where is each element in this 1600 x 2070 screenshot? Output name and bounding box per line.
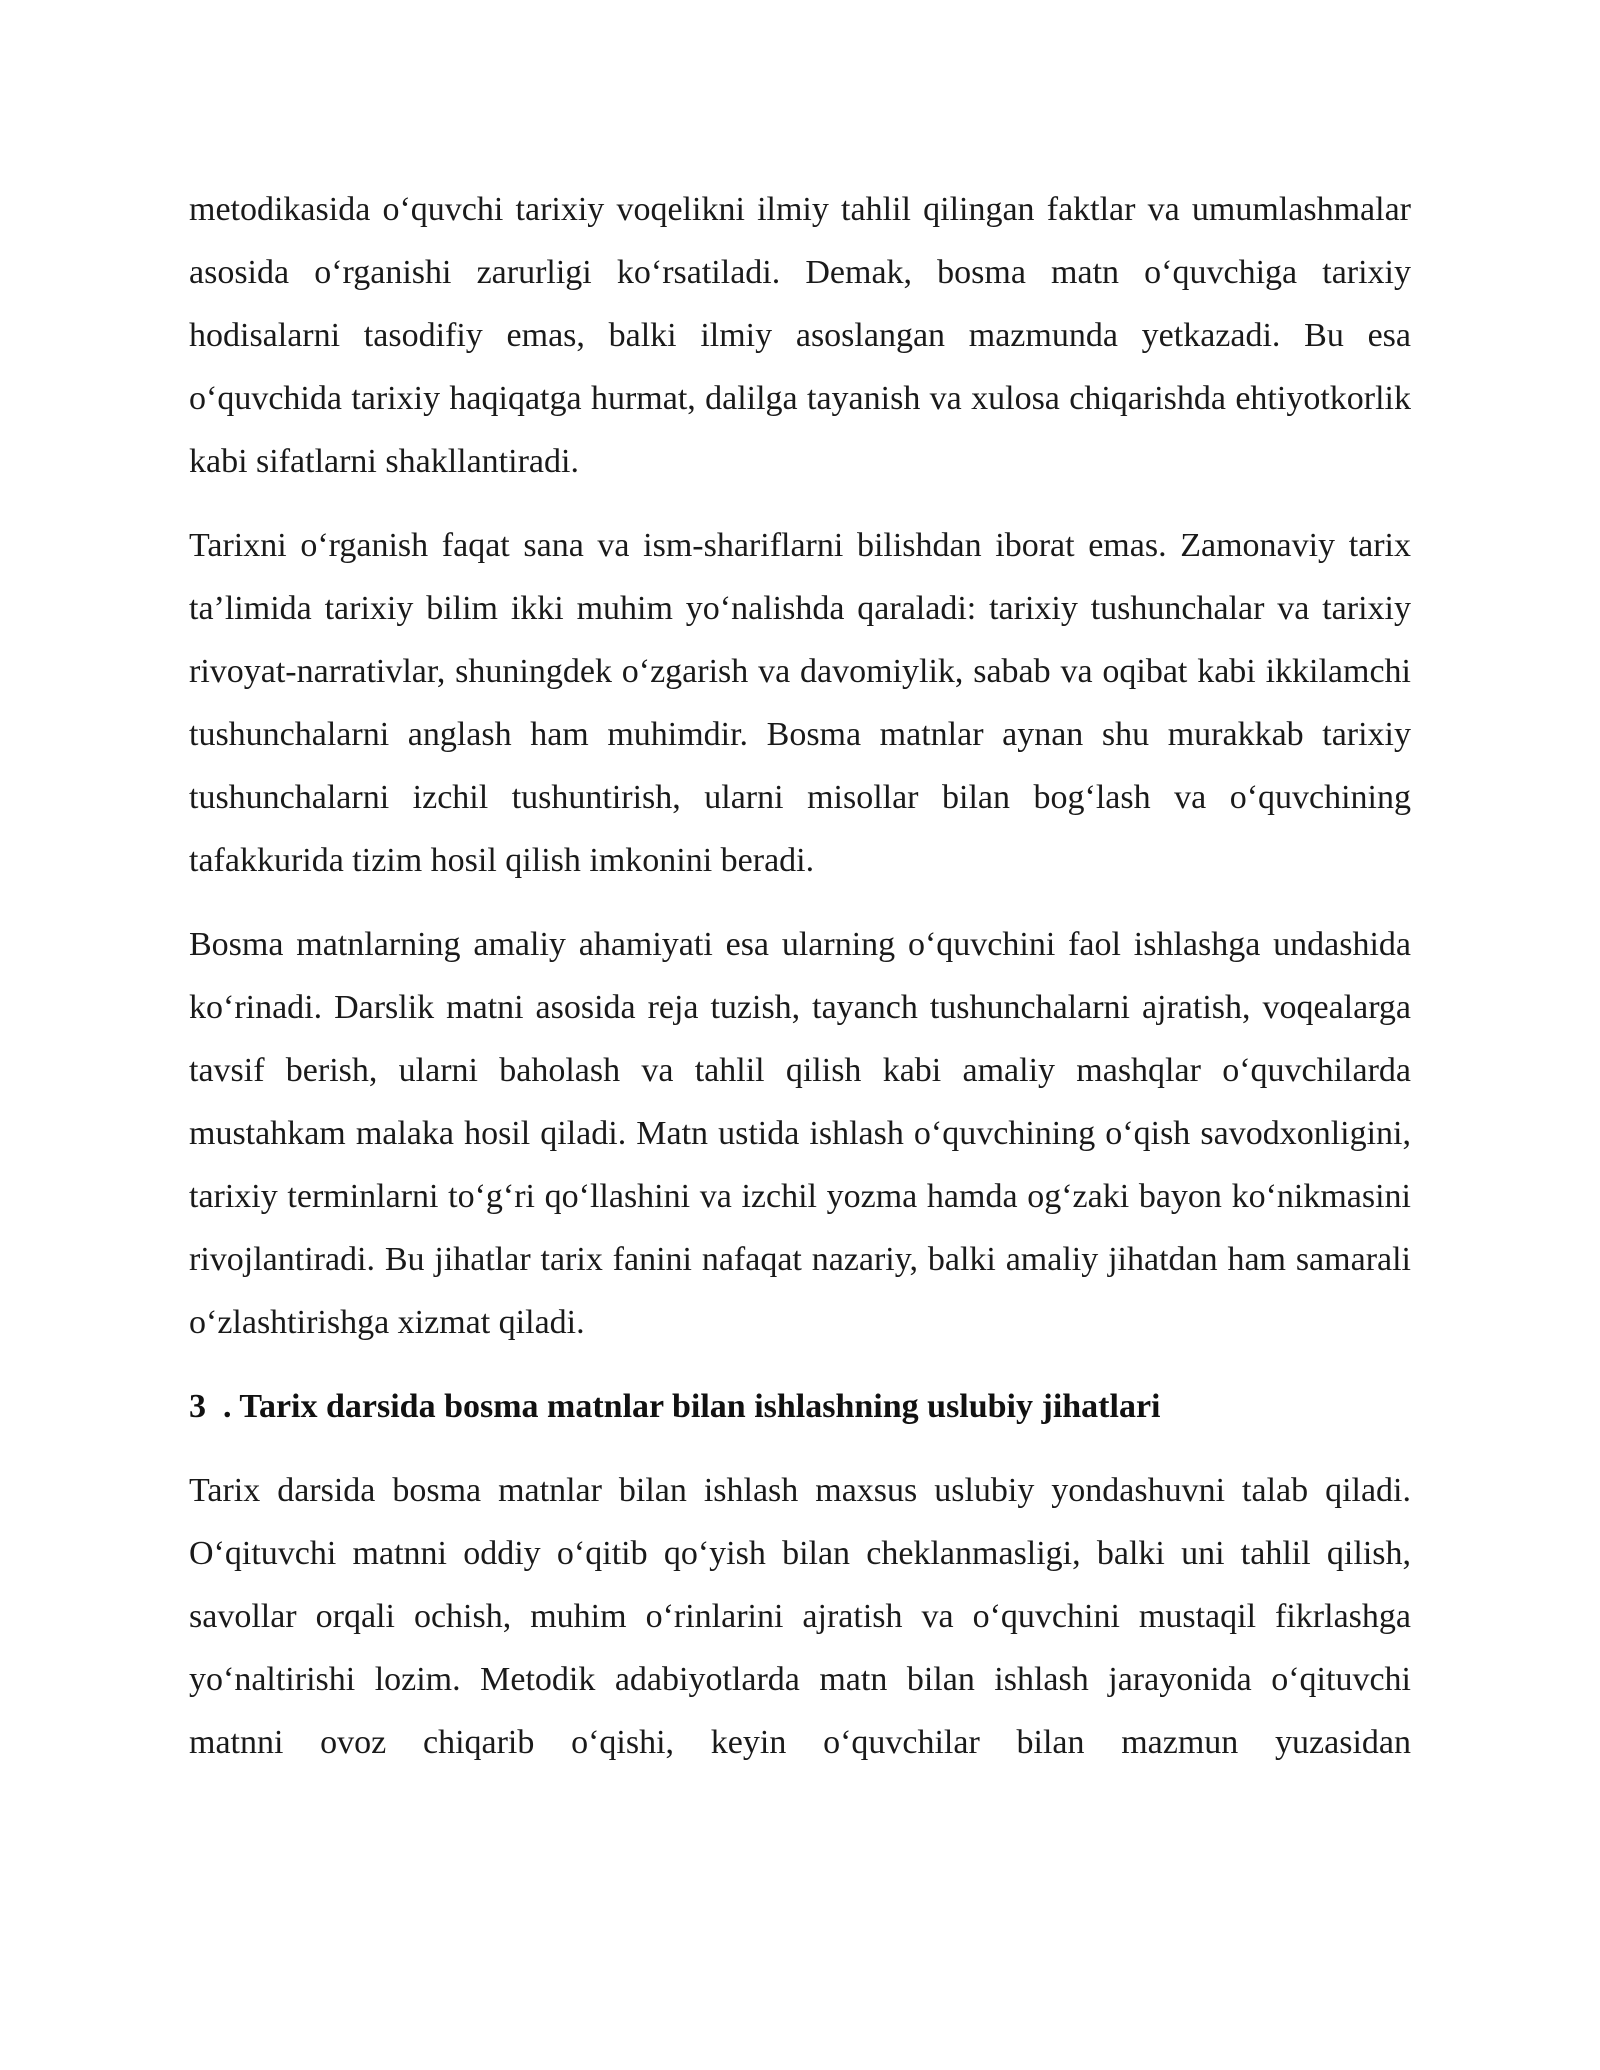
- paragraph-3: Bosma matnlarning amaliy ahamiyati esa ularning o‘quvchini faol ishlashga undashida ko‘rinadi. Darslik matni asosida reja tuzish, tayanch tushunchalarni ajratish, voqealarga tavsif berish, ularni baholash va tahlil qilish kabi amaliy mashqlar o‘quvchilarda mustahkam malaka hosil qiladi. Matn ustida ishlash o‘quvchining o‘qish savodxonligini, tarixiy terminlarni to‘g‘ri qo‘llashini va izchil yozma hamda og‘zaki bayon ko‘nikmasini rivojlantiradi. Bu jihatlar tarix fanini nafaqat nazariy, balki amaliy jihatdan ham samarali o‘zlashtirishga xizmat qiladi.: [189, 926, 1411, 1341]
- section-heading: 3 . Tarix darsida bosma matnlar bilan ishlashning uslubiy jihatlari: [189, 1388, 1161, 1425]
- page-body: [189, 178, 1411, 1795]
- paragraph-1: metodikasida o‘quvchi tarixiy voqelikni ilmiy tahlil qilingan faktlar va umumlashmalar asosida o‘rganishi zarurligi ko‘rsatiladi. Demak, bosma matn o‘quvchiga tarixiy hodisalarni tasodifiy emas, balki ilmiy asoslangan mazmunda yetkazadi. Bu esa o‘quvchida tarixiy haqiqatga hurmat, dalilga tayanish va xulosa chiqarishda ehtiyotkorlik kabi sifatlarni shakllantiradi.: [189, 191, 1411, 480]
- section-paragraph: Tarix darsida bosma matnlar bilan ishlash maxsus uslubiy yondashuvni talab qiladi. O‘qituvchi matnni oddiy o‘qitib qo‘yish bilan cheklanmasligi, balki uni tahlil qilish, savollar orqali ochish, muhim o‘rinlarini ajratish va o‘quvchini mustaqil fikrlashga yo‘naltirishi lozim. Metodik adabiyotlarda matn bilan ishlash jarayonida o‘qituvchi matnni ovoz chiqarib o‘qishi, keyin o‘quvchilar bilan mazmun yuzasidan: [189, 1472, 1411, 1761]
- paragraph-2: Tarixni o‘rganish faqat sana va ism-shariflarni bilishdan iborat emas. Zamonaviy tarix ta’limida tarixiy bilim ikki muhim yo‘nalishda qaraladi: tarixiy tushunchalar va tarixiy rivoyat-narrativlar, shuningdek o‘zgarish va davomiylik, sabab va oqibat kabi ikkilamchi tushunchalarni anglash ham muhimdir. Bosma matnlar aynan shu murakkab tarixiy tushunchalarni izchil tushuntirish, ularni misollar bilan bog‘lash va o‘quvchining tafakkurida tizim hosil qilish imkonini beradi.: [189, 527, 1411, 879]
